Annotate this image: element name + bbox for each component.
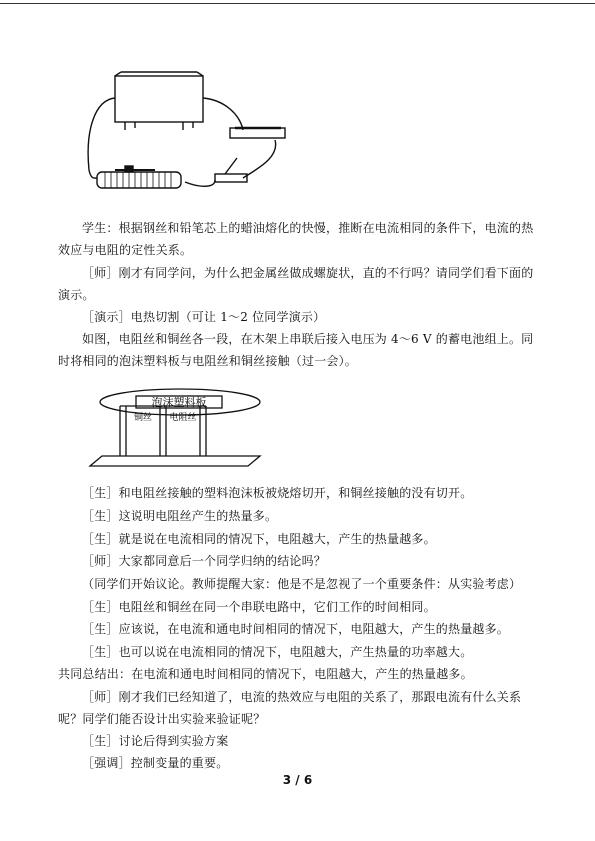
paragraph: 共同总结出：在电流和通电时间相同的情况下，电阻越大，产生的热量越多。 — [58, 667, 473, 681]
switch — [215, 174, 247, 182]
paragraph: ［师］刚才有同学问，为什么把金属丝做成螺旋状，直的不行吗？请同学们看下面的演示。 — [58, 266, 534, 302]
paragraph: 学生：根据钢丝和铅笔芯上的蜡油熔化的快慢，推断在电流相同的条件下，电流的热效应与电阻的定性关系。 — [58, 221, 534, 257]
paragraph: ［师］刚才我们已经知道了，电流的热效应与电阻的关系了，那跟电流有什么关系呢？同学们能否设计出实验来验证呢？ — [58, 690, 522, 726]
wooden-stand — [115, 76, 203, 122]
paragraph: ［生］应该说，在电流和通电时间相同的情况下，电阻越大，产生的热量越多。 — [82, 622, 510, 636]
page-number: 3 / 6 — [282, 773, 313, 787]
paragraph: ［生］这说明电阻丝产生的热量多。 — [82, 509, 278, 523]
paragraph: ［生］也可以说在电流相同的情况下，电阻越大，产生热量的功率越大。 — [82, 645, 473, 659]
header-rule — [0, 3, 595, 4]
cutting-figure — [80, 376, 320, 476]
wooden-base — [90, 456, 260, 466]
board-label: 泡沫塑料板 — [151, 396, 207, 409]
rheostat — [97, 172, 181, 188]
paragraph: ［师］大家都同意后一个同学归纳的结论吗？ — [82, 554, 327, 568]
paragraph: （同学们开始议论。教师提醒大家：他是不是忽视了一个重要条件：从实验考虑） — [82, 577, 522, 591]
meter — [230, 128, 285, 138]
paragraph: ［生］电阻丝和铜丝在同一个串联电路中，它们工作的时间相同。 — [82, 600, 436, 614]
paragraph: ［生］就是说在电流相同的情况下，电阻越大，产生的热量越多。 — [82, 532, 436, 546]
resistance-wire-label: 电阻丝 — [169, 413, 197, 423]
paragraph: 如图，电阻丝和铜丝各一段，在木架上串联后接入电压为 4～6 V 的蓄电池组上。同时将相同的泡沫塑料板与电阻丝和铜丝接触（过一会）。 — [58, 332, 534, 368]
paragraph: ［演示］电热切割（可让 1～2 位同学演示） — [82, 310, 326, 324]
paragraph: ［强调］控制变量的重要。 — [82, 756, 229, 770]
copper-wire-label: 铜丝 — [133, 413, 153, 423]
paragraph: ［生］讨论后得到实验方案 — [82, 734, 229, 748]
paragraph: ［生］和电阻丝接触的塑料泡沫板被烧熔切开，和铜丝接触的没有切开。 — [82, 486, 473, 500]
circuit-figure — [75, 70, 305, 200]
